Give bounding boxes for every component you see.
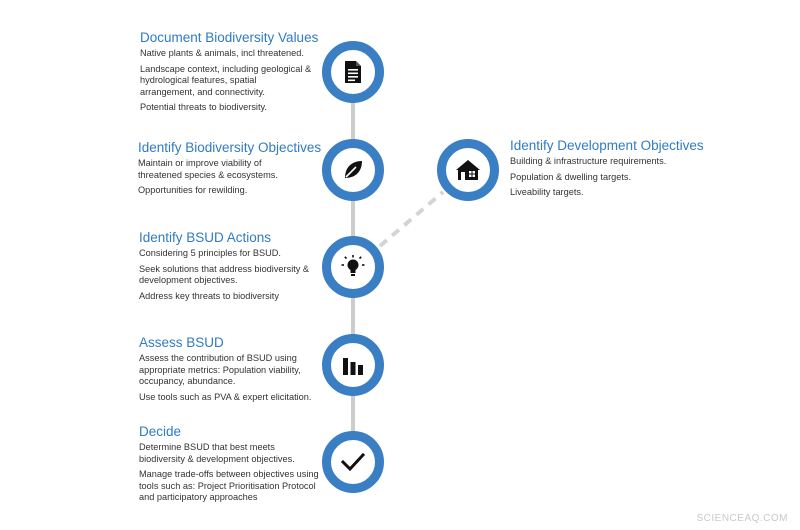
step-3-title: Identify BSUD Actions xyxy=(139,230,272,245)
lightbulb-icon xyxy=(339,253,367,281)
step-5-text-1: Determine BSUD that best meets biodiversity & development objectives. xyxy=(139,442,295,464)
step-4-text-1: Assess the contribution of BSUD using appropriate metrics: Population viability, occupancy, abundance. xyxy=(139,353,301,386)
step-5-text-2: Manage trade-offs between objectives using tools such as: Project Prioritisation Protocol and participatory approaches xyxy=(139,469,319,502)
step-2-title: Identify Biodiversity Objectives xyxy=(138,140,322,155)
watermark-text: SCIENCEAQ.COM xyxy=(696,513,788,524)
bar-chart-icon xyxy=(342,355,364,375)
step-1-text-1: Native plants & animals, incl threatened. xyxy=(140,48,304,58)
step-4-title: Assess BSUD xyxy=(139,335,224,350)
step-3-text-3: Address key threats to biodiversity xyxy=(139,290,279,301)
step-1-title: Document Biodiversity Values xyxy=(140,30,319,45)
development-text-3: Liveability targets. xyxy=(510,187,584,197)
step-4-text-2: Use tools such as PVA & expert elicitation. xyxy=(139,391,312,402)
development-text-1: Building & infrastructure requirements. xyxy=(510,156,667,166)
dashed-connector xyxy=(380,192,443,246)
step-3-block xyxy=(139,230,339,306)
step-5-title: Decide xyxy=(139,424,182,439)
development-title: Identify Development Objectives xyxy=(510,138,704,153)
step-4-block xyxy=(139,335,339,407)
document-icon xyxy=(343,60,363,84)
step-1-block xyxy=(140,30,340,118)
development-block xyxy=(510,138,740,203)
step-2-block xyxy=(138,140,338,201)
step-3-text-1: Considering 5 principles for BSUD. xyxy=(139,248,281,258)
step-2-text-1: Maintain or improve viability of threatened species & ecosystems. xyxy=(138,158,278,180)
step-5-block xyxy=(139,424,339,508)
development-node xyxy=(437,139,499,201)
step-1-text-2: Landscape context, including geological & hydrological features, spatial arrangement, and connectivity. xyxy=(140,63,312,97)
house-icon xyxy=(455,159,481,181)
step-1-text-3: Potential threats to biodiversity. xyxy=(140,102,267,112)
leaf-icon xyxy=(341,158,365,182)
step-3-text-2: Seek solutions that address biodiversity & development objectives. xyxy=(139,263,310,285)
checkmark-icon xyxy=(341,452,365,472)
step-2-text-2: Opportunities for rewilding. xyxy=(138,185,248,195)
development-text-2: Population & dwelling targets. xyxy=(510,171,632,182)
